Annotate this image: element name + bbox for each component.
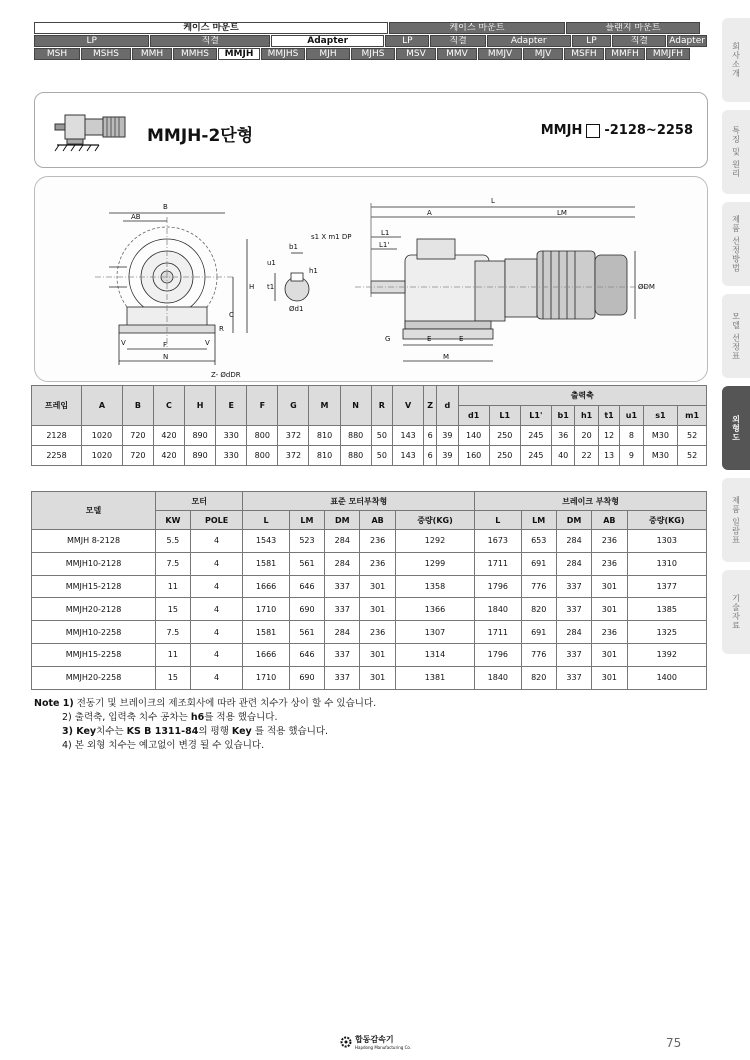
table-cell: 13 [598, 446, 619, 466]
table-cell: 245 [520, 426, 551, 446]
table-cell: 236 [592, 621, 627, 644]
table-cell: 1711 [475, 552, 521, 575]
nav-row2-item[interactable]: 직결 [150, 35, 269, 47]
t1-header: d [437, 386, 458, 426]
nav-row3-item[interactable]: MMJV [478, 48, 522, 60]
table-cell: 420 [153, 426, 184, 446]
table-row [32, 598, 707, 621]
dim-d1: Ød1 [289, 305, 304, 313]
t1-out-col: m1 [678, 406, 707, 426]
note-3-text: 치수는 [96, 726, 127, 737]
table-cell: 776 [521, 643, 556, 666]
t2-sub-header: 중량(KG) [395, 511, 474, 530]
table-cell: 20 [575, 426, 598, 446]
table-cell: 301 [360, 575, 395, 598]
dim-V-right: V [205, 339, 210, 347]
table-cell: 140 [458, 426, 489, 446]
table-cell: 6 [424, 426, 437, 446]
nav-row3-item[interactable]: MMV [437, 48, 477, 60]
table-cell: 646 [289, 643, 324, 666]
note-3-end: 를 적용 했습니다. [251, 726, 329, 737]
t1-header: C [153, 386, 184, 426]
note-3-key: 3) Key [62, 726, 97, 737]
table-cell: 1366 [395, 598, 474, 621]
table-cell: 11 [156, 575, 191, 598]
table-cell: 720 [122, 446, 153, 466]
table-cell: MMJH15-2258 [32, 643, 156, 666]
model-code-suffix: -2128~2258 [604, 123, 693, 138]
nav-row3-item[interactable]: MSHS [81, 48, 131, 60]
table-cell: MMJH10-2258 [32, 621, 156, 644]
t2-sub-header: DM [556, 511, 591, 530]
dim-s1m1: s1 X m1 DP [311, 233, 352, 241]
table-cell: 15 [156, 666, 191, 689]
dim-L1-prime: L1' [379, 241, 390, 249]
table-cell: 337 [325, 598, 360, 621]
table-cell: 820 [521, 666, 556, 689]
table-cell: 284 [325, 552, 360, 575]
side-tab-label: 회사소개 [731, 42, 741, 78]
table-cell: 301 [360, 598, 395, 621]
page-title: MMJH-2단형 [147, 126, 254, 146]
table-cell: 337 [556, 643, 591, 666]
table-cell: 52 [678, 446, 707, 466]
table-cell: 7.5 [156, 621, 191, 644]
table-cell: 1314 [395, 643, 474, 666]
table-cell: 4 [190, 530, 243, 553]
t1-out-col: t1 [598, 406, 619, 426]
dimension-drawing [34, 176, 708, 382]
table-cell: 1020 [82, 426, 123, 446]
table-cell: 1543 [243, 530, 289, 553]
table-cell: MMJH10-2128 [32, 552, 156, 575]
nav-row3-item[interactable]: MMFH [605, 48, 645, 60]
nav-row3-item[interactable]: MSV [396, 48, 436, 60]
table-cell: 1666 [243, 643, 289, 666]
t2-sub-header: KW [156, 511, 191, 530]
table-cell: M30 [643, 446, 678, 466]
table-row [32, 575, 707, 598]
table-cell: 301 [592, 575, 627, 598]
t1-header: E [216, 386, 247, 426]
nav-row-coupling [34, 35, 708, 47]
t1-header: V [393, 386, 424, 426]
table-cell: 236 [360, 552, 395, 575]
note-2-end: 를 적용 했습니다. [204, 712, 278, 723]
t2-sub-header: POLE [190, 511, 243, 530]
nav-row3-item[interactable]: MSFH [564, 48, 604, 60]
table-row [32, 426, 707, 446]
side-tab-label: 외형도 [731, 414, 741, 442]
t1-header: H [185, 386, 216, 426]
nav-row2-item[interactable]: LP [572, 35, 612, 47]
table-cell: 1400 [627, 666, 706, 689]
t2-sub-header: AB [592, 511, 627, 530]
table-cell: 236 [360, 530, 395, 553]
table-cell: 40 [551, 446, 575, 466]
table-cell: 284 [325, 621, 360, 644]
t2-sub-header: LM [289, 511, 324, 530]
note-4: 4) 본 외형 치수는 예고없이 변경 될 수 있습니다. [62, 740, 265, 751]
footer-brand [340, 1034, 411, 1050]
side-tab[interactable] [722, 294, 750, 378]
table-cell: 691 [521, 621, 556, 644]
t2-sub-header: L [243, 511, 289, 530]
category-navigation [34, 22, 708, 61]
col-brake-motor: 브레이크 부착형 [475, 492, 707, 511]
dim-B: B [163, 203, 168, 211]
table-cell: 1581 [243, 552, 289, 575]
model-code-prefix: MMJH [540, 123, 583, 138]
model-code-box [586, 124, 600, 138]
nav-row3-item[interactable]: MMHS [173, 48, 217, 60]
table-cell: 1303 [627, 530, 706, 553]
table-cell: 810 [309, 446, 340, 466]
dim-N: N [163, 353, 169, 361]
col-model: 모델 [32, 492, 156, 530]
nav-row2-item[interactable]: LP [385, 35, 429, 47]
nav-row2-item[interactable]: 직결 [430, 35, 486, 47]
table-cell: 776 [521, 575, 556, 598]
brand-name: 합동감속기 [355, 1035, 394, 1044]
note-2 [34, 711, 376, 725]
side-tab[interactable] [722, 202, 750, 286]
table-cell: 337 [556, 575, 591, 598]
dim-F: F [163, 341, 168, 349]
gear-logo-icon [340, 1036, 352, 1048]
table-cell: 1796 [475, 575, 521, 598]
table-cell: 301 [592, 666, 627, 689]
gear-reducer-icon [53, 107, 133, 155]
nav-row1-item[interactable]: 플랜지 마운트 [566, 22, 700, 34]
note-label: Note 1) [34, 698, 74, 709]
table-cell: 1840 [475, 666, 521, 689]
table-cell: 1358 [395, 575, 474, 598]
table-cell: 1796 [475, 643, 521, 666]
table-cell: 143 [393, 446, 424, 466]
dim-H: H [249, 283, 255, 291]
page-number: 75 [666, 1036, 682, 1050]
notes [34, 697, 376, 753]
t1-header: 프레임 [32, 386, 82, 426]
nav-row-model [34, 48, 708, 60]
table-cell: 2258 [32, 446, 82, 466]
t2-sub-header: LM [521, 511, 556, 530]
table-row [32, 446, 707, 466]
table-cell: 690 [289, 598, 324, 621]
table-cell: 890 [185, 426, 216, 446]
table-cell: 646 [289, 575, 324, 598]
table-cell: M30 [643, 426, 678, 446]
table-cell: 1711 [475, 621, 521, 644]
table-cell: MMJH20-2258 [32, 666, 156, 689]
table-cell: 372 [278, 446, 309, 466]
side-tab[interactable] [722, 18, 750, 102]
table-cell: 1710 [243, 666, 289, 689]
table-cell: 337 [556, 598, 591, 621]
table-cell: 236 [360, 621, 395, 644]
table-cell: 1377 [627, 575, 706, 598]
t1-output-shaft: 출력축 [458, 386, 706, 406]
dim-L1: L1 [381, 229, 390, 237]
table-cell: 337 [325, 575, 360, 598]
table-cell: 36 [551, 426, 575, 446]
side-tab[interactable] [722, 478, 750, 562]
frame-dimension-table [31, 385, 707, 466]
nav-row3-item[interactable]: MMJFH [646, 48, 690, 60]
table-cell: MMJH15-2128 [32, 575, 156, 598]
table-cell: 1020 [82, 446, 123, 466]
dim-R: R [219, 325, 224, 333]
dim-u1: u1 [267, 259, 276, 267]
col-standard-motor: 표준 모터부착형 [243, 492, 475, 511]
table-cell: 39 [437, 426, 458, 446]
t1-header: N [340, 386, 371, 426]
table-cell: 820 [521, 598, 556, 621]
table-cell: MMJH20-2128 [32, 598, 156, 621]
table-cell: 50 [371, 446, 392, 466]
model-dimension-table [31, 491, 707, 690]
t1-header: M [309, 386, 340, 426]
table-cell: 691 [521, 552, 556, 575]
table-cell: 301 [592, 643, 627, 666]
table-cell: 7.5 [156, 552, 191, 575]
dim-C: C [229, 311, 234, 319]
side-tab[interactable] [722, 110, 750, 194]
table-cell: 6 [424, 446, 437, 466]
nav-row3-item[interactable]: MSH [34, 48, 80, 60]
table-cell: 1392 [627, 643, 706, 666]
table-cell: 1673 [475, 530, 521, 553]
table-cell: 245 [520, 446, 551, 466]
dim-A: A [427, 209, 432, 217]
side-tab[interactable] [722, 570, 750, 654]
table-cell: 22 [575, 446, 598, 466]
brand-sub: Hapdong Manufacturing Co. [355, 1045, 412, 1050]
dim-h1: h1 [309, 267, 318, 275]
table-cell: 50 [371, 426, 392, 446]
nav-row3-item[interactable]: MJV [523, 48, 563, 60]
dim-AB: AB [131, 213, 141, 221]
t1-header: G [278, 386, 309, 426]
t1-out-col: u1 [620, 406, 643, 426]
table-row [32, 552, 707, 575]
t1-header: F [247, 386, 278, 426]
table-cell: 12 [598, 426, 619, 446]
table-cell: 330 [216, 446, 247, 466]
table-cell: 1325 [627, 621, 706, 644]
table-cell: 284 [325, 530, 360, 553]
table-cell: 1292 [395, 530, 474, 553]
table-cell: 8 [620, 426, 643, 446]
table-cell: 236 [592, 530, 627, 553]
table-cell: 810 [309, 426, 340, 446]
table-cell: 250 [489, 426, 520, 446]
side-tab-label: 모델 선정표 [731, 311, 741, 361]
t1-out-col: L1 [489, 406, 520, 426]
outline-drawing [35, 177, 709, 383]
nav-row-mount [34, 22, 708, 34]
table-cell: 5.5 [156, 530, 191, 553]
table-cell: 143 [393, 426, 424, 446]
table-cell: 337 [556, 666, 591, 689]
table-cell: 800 [247, 446, 278, 466]
table-cell: 301 [360, 666, 395, 689]
table-cell: 1299 [395, 552, 474, 575]
dim-Z: Z- ØdDR [211, 371, 241, 379]
dim-M: M [443, 353, 450, 361]
nav-row2-item[interactable]: 직결 [612, 35, 666, 47]
dim-L: L [491, 197, 495, 205]
dim-LM: LM [557, 209, 567, 217]
side-tabs [722, 18, 750, 662]
t2-sub-header: DM [325, 511, 360, 530]
table-cell: 372 [278, 426, 309, 446]
table-cell: 1840 [475, 598, 521, 621]
table-cell: 11 [156, 643, 191, 666]
table-cell: 720 [122, 426, 153, 446]
nav-row1-item[interactable]: 케이스 마운트 [34, 22, 388, 34]
side-tab-label: 기술자료 [731, 594, 741, 630]
table-cell: 4 [190, 643, 243, 666]
table-row [32, 621, 707, 644]
table-cell: MMJH 8-2128 [32, 530, 156, 553]
side-tab[interactable] [722, 386, 750, 470]
side-tab-label: 제품 선정방법 [731, 215, 741, 273]
note-3-key2: Key [231, 726, 252, 737]
table-cell: 284 [556, 530, 591, 553]
table-cell: 284 [556, 552, 591, 575]
t1-header: A [82, 386, 123, 426]
t1-out-col: d1 [458, 406, 489, 426]
table-cell: 337 [325, 666, 360, 689]
table-cell: 1307 [395, 621, 474, 644]
note-2-tolerance: h6 [190, 712, 205, 723]
nav-row2-item[interactable]: LP [34, 35, 149, 47]
dim-G: G [385, 335, 391, 343]
t1-out-col: b1 [551, 406, 575, 426]
table-cell: 561 [289, 552, 324, 575]
t1-out-col: h1 [575, 406, 598, 426]
dim-b1: b1 [289, 243, 298, 251]
table-cell: 800 [247, 426, 278, 446]
table-cell: 301 [592, 598, 627, 621]
table-cell: 1385 [627, 598, 706, 621]
table-cell: 4 [190, 575, 243, 598]
table-cell: 236 [592, 552, 627, 575]
t1-header: Z [424, 386, 437, 426]
table-cell: 880 [340, 446, 371, 466]
dim-V-left: V [121, 339, 126, 347]
t2-sub-header: L [475, 511, 521, 530]
table-cell: 4 [190, 598, 243, 621]
nav-row2-item[interactable]: Adapter [271, 35, 384, 47]
table-cell: 39 [437, 446, 458, 466]
note-3-mid: 의 평행 [198, 726, 232, 737]
nav-row2-item[interactable]: Adapter [667, 35, 707, 47]
table-cell: 880 [340, 426, 371, 446]
table-cell: 690 [289, 666, 324, 689]
table-row [32, 666, 707, 689]
table-cell: 2128 [32, 426, 82, 446]
table-cell: 653 [521, 530, 556, 553]
nav-row3-item[interactable]: MJH [306, 48, 350, 60]
table-cell: 1310 [627, 552, 706, 575]
table-row [32, 643, 707, 666]
table-cell: 1666 [243, 575, 289, 598]
dim-E-right: E [459, 335, 464, 343]
table-cell: 284 [556, 621, 591, 644]
note-1: 전동기 및 브레이크의 제조회사에 따라 관련 치수가 상이 할 수 있습니다. [76, 698, 377, 709]
table-cell: 250 [489, 446, 520, 466]
dim-E-left: E [427, 335, 432, 343]
note-2-text: 2) 출력축, 입력축 치수 공차는 [62, 712, 191, 723]
table-cell: 1381 [395, 666, 474, 689]
t1-header: B [122, 386, 153, 426]
note-3 [34, 725, 376, 739]
nav-row3-item[interactable]: MMJHS [261, 48, 305, 60]
t1-out-col: s1 [643, 406, 678, 426]
col-motor: 모터 [156, 492, 243, 511]
table-cell: 9 [620, 446, 643, 466]
dim-t1: t1 [267, 283, 275, 291]
t2-sub-header: AB [360, 511, 395, 530]
nav-row3-item[interactable]: MJHS [351, 48, 395, 60]
table-cell: 1581 [243, 621, 289, 644]
table-cell: 4 [190, 552, 243, 575]
nav-row3-item[interactable]: MMJH [218, 48, 260, 60]
nav-row1-item[interactable]: 케이스 마운트 [389, 22, 565, 34]
table-cell: 890 [185, 446, 216, 466]
note-3-standard: KS B 1311-84 [126, 726, 199, 737]
table-cell: 561 [289, 621, 324, 644]
model-code [541, 123, 693, 138]
t1-header: R [371, 386, 392, 426]
table-cell: 4 [190, 666, 243, 689]
table-cell: 337 [325, 643, 360, 666]
t1-out-col: L1' [520, 406, 551, 426]
nav-row3-item[interactable]: MMH [132, 48, 172, 60]
table-cell: 15 [156, 598, 191, 621]
table-cell: 523 [289, 530, 324, 553]
table-cell: 160 [458, 446, 489, 466]
table-cell: 4 [190, 621, 243, 644]
table-cell: 52 [678, 426, 707, 446]
nav-row2-item[interactable]: Adapter [487, 35, 571, 47]
table-cell: 301 [360, 643, 395, 666]
table-row [32, 530, 707, 553]
table-cell: 420 [153, 446, 184, 466]
side-tab-label: 제품 일람표 [731, 495, 741, 545]
header-box [34, 92, 708, 168]
t2-sub-header: 중량(KG) [627, 511, 706, 530]
dim-DM: ØDM [638, 283, 655, 291]
table-cell: 330 [216, 426, 247, 446]
side-tab-label: 특징 및 원리 [731, 125, 741, 179]
table-cell: 1710 [243, 598, 289, 621]
